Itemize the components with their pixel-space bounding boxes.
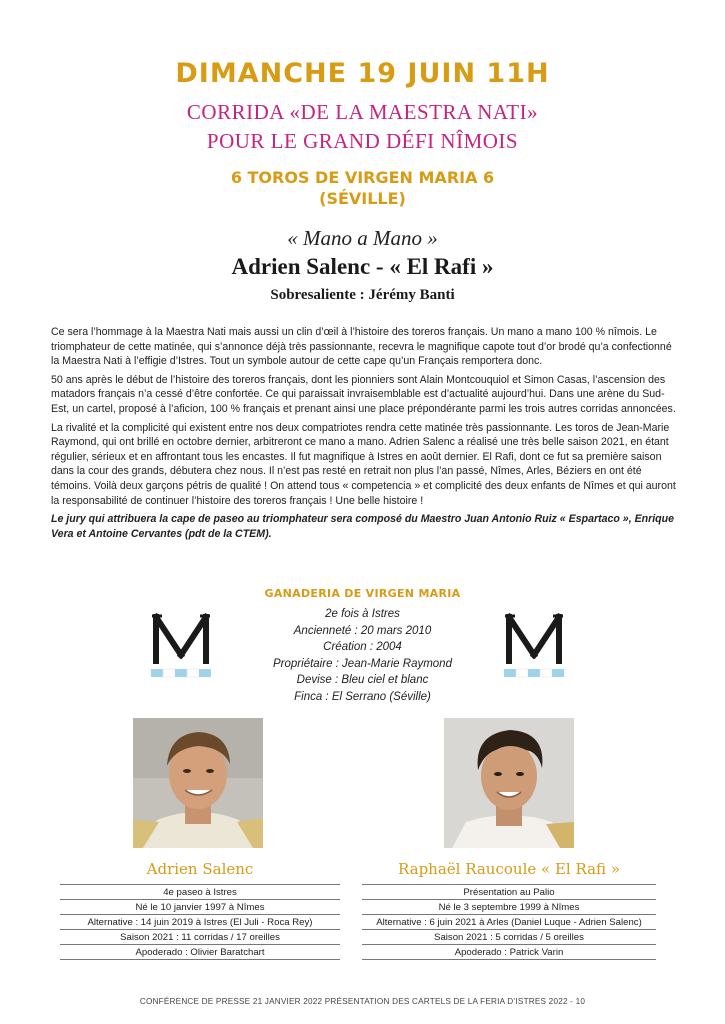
info-cell: Né le 10 janvier 1997 à Nîmes: [60, 900, 340, 915]
article-body: [51, 325, 677, 545]
table-row: [362, 900, 656, 915]
ganaderia-brand-logo: [503, 609, 565, 681]
torero-name-salenc: Adrien Salenc: [146, 860, 254, 878]
ganaderia-brand-logo: [150, 609, 212, 681]
table-row: [362, 930, 656, 945]
jury-paragraph: Le jury qui attribuera la cape de paseo au triomphateur sera composé du Maestro Juan Antonio Ruiz « Espartaco », Enrique Vera et Antoine Cervantes (pdt de la CTEM).: [51, 513, 675, 540]
table-row: [60, 900, 340, 915]
event-date-heading: DIMANCHE 19 JUIN 11H: [175, 58, 550, 89]
page-footer: CONFÉRENCE DE PRESSE 21 JANVIER 2022 PRÉSENTATION DES CARTELS DE LA FERIA D’ISTRES 2022 - 10: [139, 997, 586, 1006]
info-cell: Alternative : 14 juin 2019 à Istres (El Juli - Roca Rey): [60, 915, 340, 930]
corrida-title-line2: POUR LE GRAND DÉFI NÎMOIS: [206, 129, 519, 153]
table-row: [362, 945, 656, 960]
torero-info-table-salenc: [60, 884, 340, 960]
info-cell: Saison 2021 : 11 corridas / 17 oreilles: [60, 930, 340, 945]
mano-a-mano-label: « Mano a Mano »: [287, 226, 438, 250]
toreros-names-heading: Adrien Salenc - « El Rafi »: [231, 254, 494, 279]
paragraph-2: 50 ans après le début de l’histoire des toreros français, dont les pionniers sont Alain Montcouquiol et Simon Casas, l’ascension des matadors français n’a cessé d’être confortée. Ce qui paraissait invraisemblable est d’actualité aujourd’hui. Dans une arène du Sud-Est, un cartel, proposé à l’aficion, 100 % français et prenant ainsi une place prépondérante parmi les trois autres corridas annoncées.: [51, 373, 676, 415]
torero-info-table-el-rafi: [362, 884, 656, 960]
table-row: [60, 915, 340, 930]
torero-portrait-photo: [444, 718, 574, 848]
info-cell: Apoderado : Patrick Varin: [362, 945, 656, 960]
info-cell: 4e paseo à Istres: [60, 885, 340, 900]
info-cell: Présentation au Palio: [362, 885, 656, 900]
ganaderia-line-fois: 2e fois à Istres: [325, 608, 400, 620]
paragraph-1: Ce sera l’hommage à la Maestra Nati mais aussi un clin d’œil à l’histoire des toreros français. Un mano a mano 100 % nîmois. Le triomphateur de cette matinée, qui s’annonce déjà très passionnante, recevra le magnifique capote tout d’or brodé qu’a confectionné la Maestra Nati à l’effigie d’Istres. Tout un symbole autour de cette cape qu’un Français remportera donc.: [51, 326, 672, 368]
corrida-title-line1: CORRIDA «DE LA MAESTRA NATI»: [186, 100, 539, 124]
ganaderia-line-finca: Finca : El Serrano (Séville): [294, 690, 431, 703]
ganaderia-line-creation: Création : 2004: [323, 641, 402, 654]
ganaderia-line-proprietaire: Propriétaire : Jean-Marie Raymond: [273, 657, 452, 670]
toros-heading-line1: 6 TOROS DE VIRGEN MARIA 6: [230, 168, 495, 187]
info-cell: Apoderado : Olivier Baratchart: [60, 945, 340, 960]
table-row: [60, 945, 340, 960]
ganaderia-info: [0, 606, 725, 706]
toros-heading-line2: (SÉVILLE): [319, 189, 406, 208]
table-row: [60, 885, 340, 900]
torero-portrait-photo: [133, 718, 263, 848]
ganaderia-line-devise: Devise : Bleu ciel et blanc: [296, 674, 429, 687]
table-row: [60, 930, 340, 945]
info-cell: Né le 3 septembre 1999 à Nîmes: [362, 900, 656, 915]
info-cell: Alternative : 6 juin 2021 à Arles (Daniel Luque - Adrien Salenc): [362, 915, 656, 930]
ganaderia-line-anciennete: Ancienneté : 20 mars 2010: [293, 624, 432, 637]
sobresaliente-line: Sobresaliente : Jérémy Banti: [270, 287, 455, 303]
torero-name-el-rafi: Raphaël Raucoule « El Rafi »: [398, 860, 620, 878]
table-row: [362, 915, 656, 930]
info-cell: Saison 2021 : 5 corridas / 5 oreilles: [362, 930, 656, 945]
table-row: [362, 885, 656, 900]
paragraph-3: La rivalité et la complicité qui existent entre nos deux compatriotes rendra cette matinée très passionnante. Les toros de Jean-Marie Raymond, qui ont brillé en octobre dernier, arbitreront ce mano a mano. Adrien Salenc a réalisé une très belle saison 2021, en étant régulier, sérieux et en affrontant tous les encastes. Il fut magnifique à Istres en août dernier. El Rafi, dont ce fut sa première saison dans la cour des grands, débutera chez nous. Il n’est pas resté en retrait non plus l’an passé, Nîmes, Arles, Béziers en ont été témoins. Voilà deux garçons pétris de qualité ! On attend tous « competencia » et complicité des deux enfants de Nîmes et qui auront la responsabilité de continuer l’histoire des toreros français ! Une belle histoire !: [51, 421, 676, 507]
ganaderia-title: GANADERIA DE VIRGEN MARIA: [264, 587, 461, 600]
